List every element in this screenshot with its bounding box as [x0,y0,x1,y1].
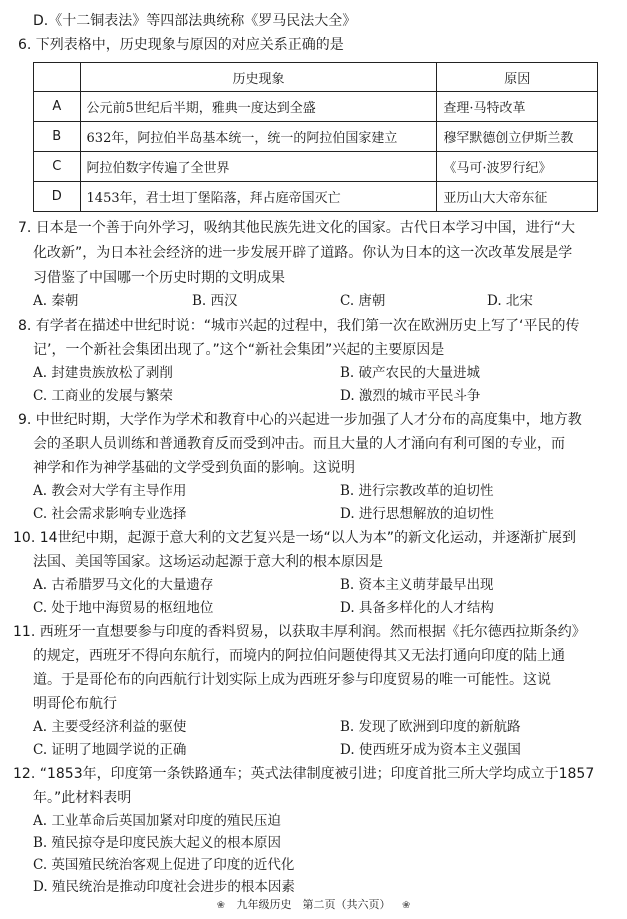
table-row [34,92,598,122]
table-cell: D [34,182,81,212]
q6-stem: 6. 下列表格中，历史现象与原因的对应关系正确的是 [18,37,344,53]
table-cell: C [34,152,81,182]
q12-option-a: A. 工业革命后英国加紧对印度的殖民压迫 [33,813,281,829]
q8-option-d: D. 激烈的城市平民斗争 [340,388,481,404]
q11-line: 11. 西班牙一直想要参与印度的香料贸易，以获取丰厚利润。然而根据《托尔德西拉斯条约》 [13,624,586,640]
q7-option-d: D. 北宋 [487,293,533,309]
q8-line: 记’，一个新社会集团出现了。”这个“新社会集团”兴起的主要原因是 [33,342,445,358]
table-cell: 公元前5世纪后半期，雅典一度达到全盛 [80,92,437,122]
q12-option-b: B. 殖民掠夺是印度民族大起义的根本原因 [33,835,282,851]
q7-option-a: A. 秦朝 [33,293,79,309]
table-cell: 穆罕默德创立伊斯兰教 [437,122,598,152]
q8-option-a: A. 封建贵族放松了剥削 [33,365,173,381]
table-cell: B [34,122,81,152]
q10-option-c: C. 处于地中海贸易的枢纽地位 [33,600,214,616]
q9-option-c: C. 社会需求影响专业选择 [33,506,187,522]
q7-line: 化改新”，为日本社会经济的进一步发展开辟了道路。你认为日本的这一次改革发展是学 [33,245,573,261]
table-cell: 1453年，君士坦丁堡陷落，拜占庭帝国灭亡 [80,182,437,212]
q7-option-b: B. 西汉 [192,293,238,309]
table-header-cell [34,63,81,92]
q10-option-b: B. 资本主义萌芽最早出现 [340,577,494,593]
table-header-cell: 原因 [437,63,598,92]
table-cell: 亚历山大大帝东征 [437,182,598,212]
table-row [34,122,598,152]
page-footer [0,896,627,912]
table-header-row [34,63,598,92]
q7-option-c: C. 唐朝 [340,293,386,309]
table-cell: A [34,92,81,122]
q11-line: 明哥伦布航行 [33,696,117,712]
q11-line: 的规定，西班牙不得向东航行，而境内的阿拉伯问题使得其又无法打通向印度的陆上通 [33,648,565,664]
q12-line: 年。”此材料表明 [33,790,132,806]
table-cell: 阿拉伯数字传遍了全世界 [80,152,437,182]
q10-option-d: D. 具备多样化的人才结构 [340,600,494,616]
q9-line: 9. 中世纪时期，大学作为学术和教育中心的兴起进一步加强了人才分布的高度集中，地方教 [18,412,582,428]
q9-line: 会的圣职人员训练和普通教育反而受到冲击。而且大量的人才涌向有利可图的专业，而 [33,436,565,452]
q9-option-b: B. 进行宗教改革的迫切性 [340,483,494,499]
q9-option-a: A. 教会对大学有主导作用 [33,483,187,499]
q12-option-c: C. 英国殖民统治客观上促进了印度的近代化 [33,857,295,873]
q9-option-d: D. 进行思想解放的迫切性 [340,506,494,522]
q11-option-c: C. 证明了地圆学说的正确 [33,742,187,758]
table-cell: 查理·马特改革 [437,92,598,122]
footer-text: 九年级历史 第二页（共六页） [236,898,391,911]
q9-line: 神学和作为神学基础的文学受到负面的影响。这说明 [33,460,355,476]
table-header-cell: 历史现象 [80,63,437,92]
q11-option-d: D. 使西班牙成为资本主义强国 [340,742,521,758]
flower-ornament-icon: ❀ [216,900,225,911]
table-row [34,182,598,212]
q12-line: 12. “1853年，印度第一条铁路通车；英式法律制度被引进；印度首批三所大学均成立于1857 [13,766,595,782]
table-cell: 632年，阿拉伯半岛基本统一，统一的阿拉伯国家建立 [80,122,437,152]
q10-option-a: A. 古希腊罗马文化的大量遗存 [33,577,214,593]
q7-line: 7. 日本是一个善于向外学习，吸纳其他民族先进文化的国家。古代日本学习中国，进行“大 [18,220,576,236]
q5-option-d: D.《十二铜表法》等四部法典统称《罗马民法大全》 [33,13,357,29]
flower-ornament-icon: ❀ [402,900,411,911]
q11-line: 道。于是哥伦布的向西航行计划实际上成为西班牙参与印度贸易的唯一可能性。这说 [33,672,551,688]
table-cell: 《马可·波罗行纪》 [437,152,598,182]
q11-option-b: B. 发现了欧洲到印度的新航路 [340,719,521,735]
q11-option-a: A. 主要受经济利益的驱使 [33,719,187,735]
table-row [34,152,598,182]
q10-line: 10. 14世纪中期，起源于意大利的文艺复兴是一场“以人为本”的新文化运动，并逐渐扩展到 [13,530,577,546]
q8-option-b: B. 破产农民的大量进城 [340,365,481,381]
q8-line: 8. 有学者在描述中世纪时说：“城市兴起的过程中，我们第一次在欧洲历史上写了‘平民的传 [18,318,580,334]
history-table [33,62,598,212]
q10-line: 法国、美国等国家。这场运动起源于意大利的根本原因是 [33,554,383,570]
q7-line: 习借鉴了中国哪一个历史时期的文明成果 [33,270,285,286]
q12-option-d: D. 殖民统治是推动印度社会进步的根本因素 [33,879,295,895]
q8-option-c: C. 工商业的发展与繁荣 [33,388,173,404]
